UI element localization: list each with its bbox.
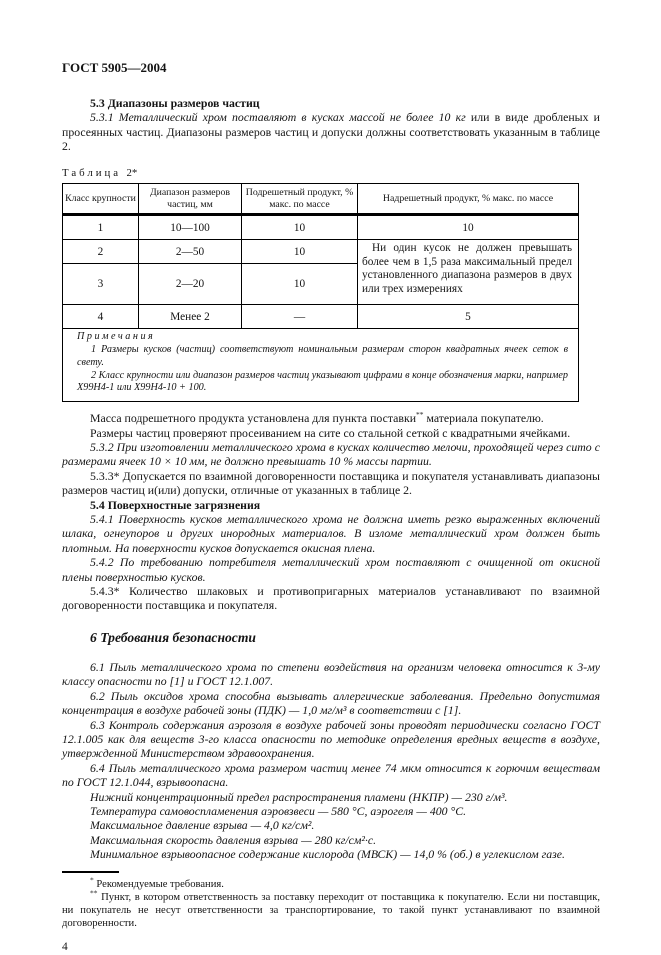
paragraph-6-2: 6.2 Пыль оксидов хрома способна вызывать аллергические заболевания. Предельно допустимая концентрация в воздухе рабочей зоны (ПДК) — 1,0 мг/м³ в соответствии с [1]. — [62, 688, 600, 718]
paragraph-5-4-1: 5.4.1 Поверхность кусков металлического хрома не должна иметь резко выраженных включений шлака, огнеупоров и других инородных материалов. В изломе металлический хром должен быть плотным. На поверхности кусков допускается окисная плена. — [62, 512, 600, 555]
table-cell: 1 — [63, 215, 139, 240]
table-label-number: 2* — [126, 166, 138, 179]
notes-label: Примечания — [77, 331, 156, 343]
paragraph-5-3-1: 5.3.1 Металлический хром поставляют в кусках массой не более 10 кг или в виде дробленых и просеянных частиц. Диапазоны размеров частиц и допуски должны соответствовать указанным в таблице 2. — [62, 110, 600, 154]
table-2 — [62, 183, 579, 402]
table-notes-cell — [63, 329, 579, 402]
table-notes-row — [63, 329, 579, 402]
heading-5-4: 5.4 Поверхностные загрязнения — [90, 497, 261, 512]
property-line: Максимальное давление взрыва — 4,0 кг/см². — [90, 818, 315, 833]
page-number: 4 — [62, 941, 68, 954]
table-cell: — — [242, 305, 358, 329]
property-line: Максимальная скорость давления взрыва — 280 кг/см²·с. — [90, 832, 377, 847]
table-cell: Менее 2 — [139, 305, 242, 329]
notes-label-line — [77, 331, 568, 344]
doc-number-header: ГОСТ 5905—2004 — [62, 60, 167, 75]
table-row — [63, 215, 579, 240]
table-header-cell: Подрешетный продукт, % макс. по массе — [242, 184, 358, 215]
table-cell: 10—100 — [139, 215, 242, 240]
table-cell: 2 — [63, 240, 139, 264]
property-line: Нижний концентрационный предел распространения пламени (НКПР) — 230 г/м³. — [90, 789, 508, 804]
paragraph-6-3: 6.3 Контроль содержания аэрозоля в воздухе рабочей зоны проводят периодически согласно ГОСТ 12.1.005 как для веществ 3-го класса опасности по методике определения вредных веществ в воздухе, утвержденной Министерством здравоохранения. — [62, 717, 600, 761]
table-header-cell: Надрешетный продукт, % макс. по массе — [358, 184, 579, 215]
paragraph-mass: Масса подрешетного продукта установлена для пункта поставки** материала покупателю. — [90, 410, 544, 426]
table-cell: 10 — [358, 215, 579, 240]
heading-5-3: 5.3 Диапазоны размеров частиц — [90, 96, 260, 110]
paragraph-sieve: Размеры частиц проверяют просеиванием на сите со стальной сеткой с квадратными ячейками. — [90, 425, 571, 440]
footnote-divider — [62, 871, 119, 873]
table-cell: 4 — [63, 305, 139, 329]
paragraph-5-4-2: 5.4.2 По требованию потребителя металлический хром поставляют с очищенной от окисной плены поверхностью кусков. — [62, 555, 600, 584]
heading-6: 6 Требования безопасности — [90, 629, 256, 645]
footnote-1: * Рекомендуемые требования. — [90, 875, 224, 890]
table-cell: 3 — [63, 264, 139, 305]
table-2-label — [62, 166, 600, 180]
table-note: 2 Класс крупности или диапазон размеров частиц указывают цифрами в конце обозначения марки, например Х99Н4-1 или Х99Н4-10 + 100. — [77, 369, 568, 394]
merged-cell-text: Ни один кусок не должен превышать более чем в 1,5 раза максимальный предел установленного диапазона размеров в двух или трех измерениях — [362, 242, 572, 295]
table-row — [63, 240, 579, 264]
paragraph-5-4-3: 5.4.3* Количество шлаковых и противопригарных материалов устанавливают по взаимной договоренности поставщика и покупателя. — [62, 584, 600, 613]
paragraph-6-4: 6.4 Пыль металлического хрома размером частиц менее 74 мкм относится к горючим веществам по ГОСТ 12.1.044, взрывоопасна. — [62, 760, 600, 790]
table-merged-cell — [358, 240, 579, 305]
table-cell: 2—20 — [139, 264, 242, 305]
property-line: Минимальное взрывоопасное содержание кислорода (МВСК) — 14,0 % (об.) в углекислом газе. — [90, 847, 565, 862]
footnote-2: ** Пункт, в котором ответственность за поставку переходит от поставщика к покупателю. Если ни поставщик, ни покупатель не несут ответственности за транспортирование, то такой пункт устанавливают по взаимной договоренности. — [62, 888, 600, 930]
table-header-cell: Диапазон размеров частиц, мм — [139, 184, 242, 215]
table-label-word: Таблица — [62, 166, 122, 179]
table-cell: 10 — [242, 264, 358, 305]
paragraph-6-1: 6.1 Пыль металлического хрома по степени воздействия на организм человека относится к 3-му классу опасности по [1] и ГОСТ 12.1.007. — [62, 659, 600, 689]
table-cell: 5 — [358, 305, 579, 329]
table-header-cell: Класс крупности — [63, 184, 139, 215]
table-cell: 10 — [242, 240, 358, 264]
table-cell: 2—50 — [139, 240, 242, 264]
table-header-row — [63, 184, 579, 215]
paragraph-5-3-2: 5.3.2 При изготовлении металлического хрома в кусках количество мелочи, проходящей через сито с размерами ячеек 10 × 10 мм, не должно превышать 10 % массы партии. — [62, 440, 600, 469]
paragraph-5-3-3: 5.3.3* Допускается по взаимной договоренности поставщика и покупателя устанавливать диапазоны размеров частиц и(или) допуски, отличные от указанных в таблице 2. — [62, 468, 600, 498]
property-line: Температура самовоспламенения аэровзвеси — 580 °С, аэрогеля — 400 °С. — [90, 803, 467, 818]
table-note: 1 Размеры кусков (частиц) соответствуют номинальным размерам сторон квадратных ячеек сеток в свету. — [77, 344, 568, 368]
table-cell: 10 — [242, 215, 358, 240]
table-row — [63, 305, 579, 329]
